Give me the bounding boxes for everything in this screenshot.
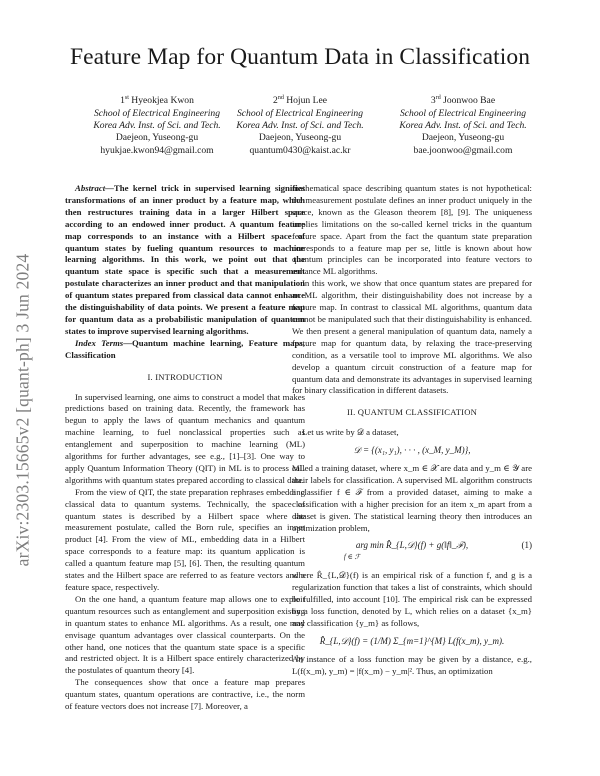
paragraph: In supervised learning, one aims to construct a model that makes predictions based on training data. Recently, the framework has begun to apply the laws of quantum mechanics and quantum machine learning, to fuel nonclassical properties such as entanglement and superposition to machine learning (ML) algorithms for further advantages, see e.g., [1]–[3]. One way to apply Quantum Information Theory (QIT) in ML is to process ML algorithms with quantum states prepared according to classical data. — [65, 391, 305, 485]
paragraph: mathematical space describing quantum states is not hypothetical: the measurement postulate defines an inner product uniquely in the space, known as the Gleason theorem [8], [9]. The uniqueness implies limitations on the so-called kernel tricks in the quantum feature space. Apart from the fact the quantum state preparation corresponds to a feature map per se, little is known about how quantum principles can be incorporated into feature vectors to enhance ML algorithms. — [292, 183, 532, 277]
author-inst: Korea Adv. Inst. of Sci. and Tech. — [93, 120, 221, 131]
arxiv-sidebar — [8, 210, 38, 610]
abstract: Abstract—The kernel trick in supervised learning signifies transformations of an inner product by a feature map, which then restructures training data in a larger Hilbert space according to an endowed inner product. A quantum feature map corresponds to an instance with a Hilbert space of quantum states by fueling quantum resources to machine learning algorithms. In this work, we point out that the quantum state space is specific such that a measurement postulate characterizes an inner product and that manipulation of quantum states prepared from classical data cannot enhance the distinguishability of data points. We present a feature map for quantum data as a probabilistic manipulation of quantum states to improve supervised learning algorithms. — [65, 183, 305, 336]
author-block — [82, 92, 232, 157]
paragraph: From the view of QIT, the state preparation rephrases embedding classical data to quantum systems. Technically, the space of quantum states is described by a Hilbert space where the measurement postulate, called the Born rule, specifies an inner product [4]. From the view of ML, embedding data in a Hilbert space corresponds to a feature map: its quantum application is called a quantum feature map [5], [6]. Then, the resulting quantum states and the Hilbert space are referred to as feature vectors and a feature space, respectively. — [65, 486, 305, 592]
index-terms: Index Terms—Quantum machine learning, Feature maps, Classification — [65, 337, 305, 360]
author-email[interactable]: quantum0430@kaist.ac.kr — [249, 144, 351, 156]
paper-title: Feature Map for Quantum Data in Classification — [69, 44, 531, 70]
author-name: 3rd Joonwoo Bae — [430, 95, 496, 107]
paragraph: An instance of a loss function may be given by a distance, e.g., L(f(x_m), y_m) = |f(x_m) − y_m|². Thus, an optimization — [292, 653, 532, 676]
author-inst: Korea Adv. Inst. of Sci. and Tech. — [399, 120, 527, 131]
paragraph: On the one hand, a quantum feature map allows one to exploit quantum resources such as entanglement and superposition existing in quantum states to enhance ML algorithms. As a result, one may envisage quantum advantages over classical counterparts. On the other hand, one notices that the quantum state space is a specific and restricted object. It is a Hilbert space entirely characterized by the postulates of quantum theory [4]. — [65, 593, 305, 676]
equation-number: (1) — [521, 540, 532, 551]
equation-subscript: f ∈ ℱ — [343, 553, 361, 562]
paragraph: called a training dataset, where x_m ∈ 𝒳 are data and y_m ∈ 𝒴 are their labels for classification. A supervised ML algorithm constructs a classifier f ∈ ℱ from a provided dataset, aiming to make a classification with a higher precision for an item x_m apart from a dataset is given. The statistical learning theory then introduces an optimization problem, — [292, 463, 532, 533]
paragraph: The consequences show that once a feature map prepares quantum states, quantum operations are contractive, i.e., the norm of feature vectors does not increase [7]. Moreover, a — [65, 677, 305, 712]
section-heading: I. INTRODUCTION — [147, 371, 223, 382]
author-name: 2nd Hojun Lee — [273, 95, 327, 107]
author-city: Daejeon, Yuseong-gu — [421, 132, 505, 144]
author-dept: School of Electrical Engineering — [399, 107, 527, 119]
author-block — [388, 92, 538, 157]
arxiv-id: arXiv:2303.15665v2 [quant-ph] 3 Jun 2024 — [12, 253, 33, 567]
author-city: Daejeon, Yuseong-gu — [115, 132, 199, 144]
equation-1: arg min R̂_{L,𝒟}(f) + g(‖f‖_ℱ), (1) f ∈ ℱ — [292, 540, 532, 564]
equation-dataset: 𝒟 = {(x₁, y₁), · · · , (x_M, y_M)}, — [353, 445, 471, 456]
author-dept: School of Electrical Engineering — [236, 107, 364, 119]
paragraph: where R̂_{L,𝒟}(f) is an empirical risk of a function f, and g is a regularization function that takes a list of constraints, which should be fulfilled, into account [10]. The empirical risk can be expressed by a loss function, denoted by L, which relies on a dataset {x_m} and classification {y_m} as follows, — [292, 570, 532, 628]
right-column — [292, 183, 532, 678]
author-name: 1st Hyeokjea Kwon — [120, 95, 194, 107]
author-block — [225, 92, 375, 157]
author-dept: School of Electrical Engineering — [93, 107, 221, 119]
left-column — [65, 183, 305, 713]
author-email[interactable]: bae.joonwoo@gmail.com — [413, 144, 513, 156]
author-inst: Korea Adv. Inst. of Sci. and Tech. — [236, 120, 364, 131]
author-city: Daejeon, Yuseong-gu — [258, 132, 342, 144]
section-heading: II. QUANTUM CLASSIFICATION — [346, 407, 478, 418]
author-email[interactable]: hyukjae.kwon94@gmail.com — [100, 144, 214, 156]
paragraph: Let us write by 𝒟 a dataset, — [302, 427, 399, 438]
paragraph: In this work, we show that once quantum states are prepared for an ML algorithm, their distinguishability does not increase by a feature map. In contrast to classical ML algorithms, quantum data cannot be manipulated such that their distinguishability is enhanced. We then present a general manipulation of quantum data, namely a feature map for quantum data, by relaxing the trace-preserving condition, as a versatile tool to improve ML algorithms. We also develop a quantum circuit construction of a feature map for quantum data and demonstrate its advantages in supervised learning for binary classification in different datasets. — [292, 278, 532, 396]
equation-2: R̂_{L,𝒟}(f) = (1/M) Σ_{m=1}^{M} L(f(x_m), y_m). — [319, 635, 505, 646]
